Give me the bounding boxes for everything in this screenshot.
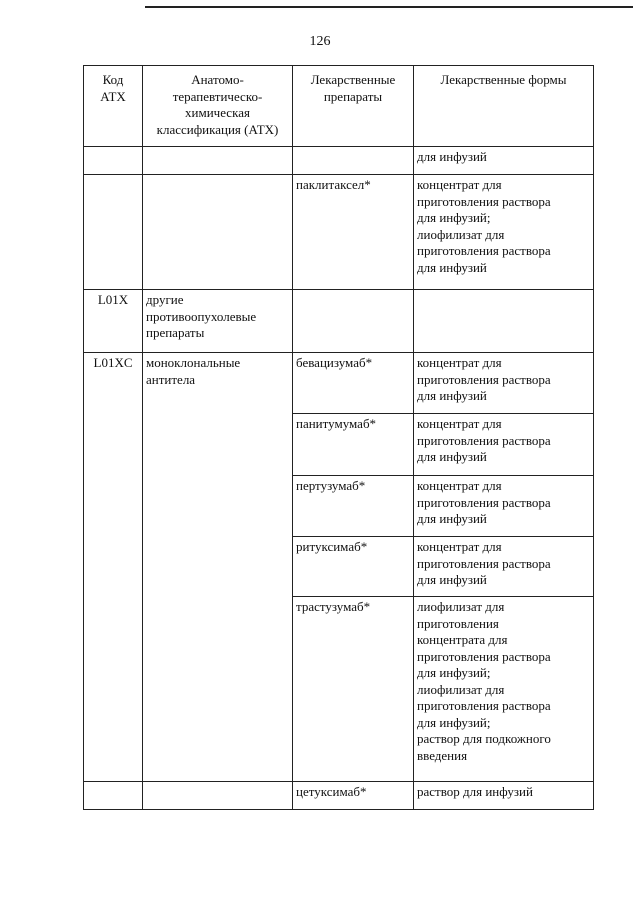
cell-code xyxy=(84,147,143,175)
cell-drug: бевацизумаб* xyxy=(293,353,414,414)
cell-forms: лиофилизат для приготовления концентрата для приготовления раствора для инфузий; лиофилизат для приготовления раствора для инфузий; раствор для подкожного введения xyxy=(414,597,594,782)
table-row xyxy=(84,353,594,414)
cell-drug: цетуксимаб* xyxy=(293,782,414,810)
cell-drug: панитумумаб* xyxy=(293,414,414,476)
cell-drug: паклитаксел* xyxy=(293,175,414,290)
cell-forms: для инфузий xyxy=(414,147,594,175)
cell-drug xyxy=(293,290,414,353)
top-rule xyxy=(145,6,633,8)
cell-forms xyxy=(414,290,594,353)
cell-code xyxy=(84,175,143,290)
table-row xyxy=(84,782,594,810)
cell-forms: концентрат для приготовления раствора для инфузий xyxy=(414,476,594,537)
cell-code: L01X xyxy=(84,290,143,353)
table-row xyxy=(84,147,594,175)
atx-drug-table xyxy=(83,65,594,810)
cell-forms: концентрат для приготовления раствора для инфузий xyxy=(414,353,594,414)
cell-drug: ритуксимаб* xyxy=(293,537,414,597)
cell-classification xyxy=(143,147,293,175)
table-row xyxy=(84,175,594,290)
header-drugs: Лекарственные препараты xyxy=(293,66,414,147)
cell-forms: концентрат для приготовления раствора для инфузий; лиофилизат для приготовления раствора для инфузий xyxy=(414,175,594,290)
cell-code xyxy=(84,782,143,810)
cell-drug: пертузумаб* xyxy=(293,476,414,537)
cell-forms: раствор для инфузий xyxy=(414,782,594,810)
table-header-row xyxy=(84,66,594,147)
cell-forms: концентрат для приготовления раствора для инфузий xyxy=(414,414,594,476)
cell-classification xyxy=(143,782,293,810)
cell-classification xyxy=(143,175,293,290)
cell-code: L01XC xyxy=(84,353,143,782)
cell-classification: моноклональные антитела xyxy=(143,353,293,782)
cell-drug: трастузумаб* xyxy=(293,597,414,782)
cell-forms: концентрат для приготовления раствора для инфузий xyxy=(414,537,594,597)
header-classification: Анатомо- терапевтическо- химическая классификация (АТХ) xyxy=(143,66,293,147)
cell-classification: другие противоопухолевые препараты xyxy=(143,290,293,353)
header-forms: Лекарственные формы xyxy=(414,66,594,147)
header-code: Код АТХ xyxy=(84,66,143,147)
page-number: 126 xyxy=(309,34,331,49)
cell-drug xyxy=(293,147,414,175)
table-row xyxy=(84,290,594,353)
